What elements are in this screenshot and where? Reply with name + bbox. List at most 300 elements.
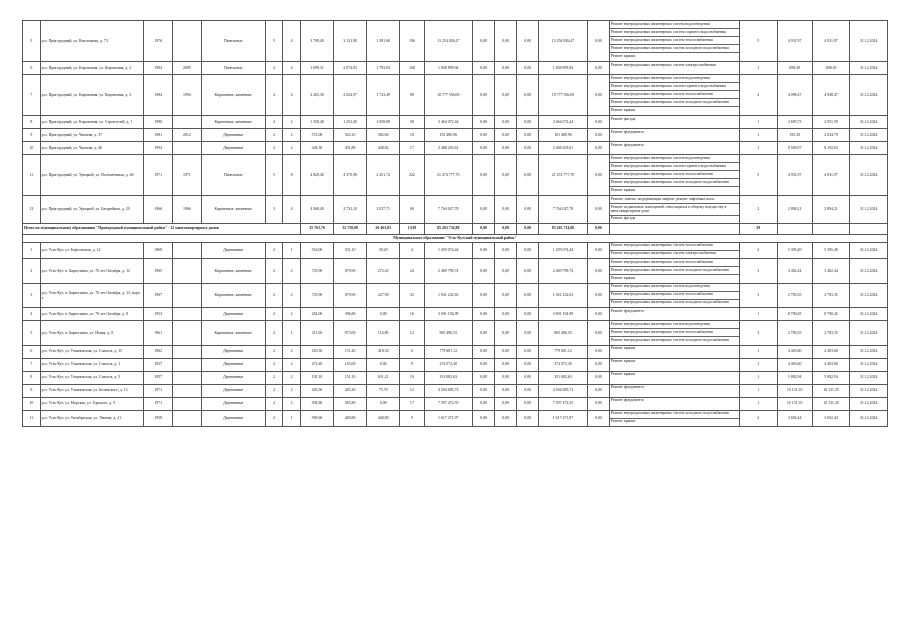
cell-u1: 8 790,45: [777, 308, 812, 321]
table-row: [23, 142, 888, 155]
cell-area: 516,00: [300, 242, 333, 258]
cell-en: 2: [283, 371, 301, 384]
cell-n: 10: [23, 397, 41, 410]
cell-cnt: 1: [740, 345, 778, 358]
total-cost: 85 263 734,88: [424, 223, 473, 234]
cell-ff: 0,00: [587, 155, 609, 196]
cell-f1: 0,00: [473, 321, 495, 346]
cell-date: 31.12.2024: [850, 283, 888, 308]
cell-date: 31.12.2024: [850, 242, 888, 258]
cell-a1: 2 074,92: [334, 62, 367, 75]
work-item: Ремонт внутридомовых инженерных систем холодного водоснабжения: [610, 45, 739, 53]
cell-cnt: 1: [740, 129, 778, 142]
cell-f1: 0,00: [473, 196, 495, 224]
total-area: 35 763,76: [300, 223, 333, 234]
works-cell: [609, 75, 739, 116]
cell-n: 8: [23, 116, 41, 129]
cell-f1: 0,00: [473, 345, 495, 358]
cell-u2: 4 403,60: [812, 358, 850, 371]
table-row: [23, 259, 888, 284]
cell-f3: 0,00: [517, 196, 539, 224]
table-row: [23, 129, 888, 142]
cell-f1: 0,00: [473, 283, 495, 308]
cell-u2: 2 783,35: [812, 321, 850, 346]
work-item: Ремонт крыши: [610, 187, 636, 192]
cell-n: 7: [23, 358, 41, 371]
cell-n: 4: [23, 308, 41, 321]
cell-a2: 1 058,08: [367, 116, 400, 129]
cell-u2: 2 894,21: [812, 196, 850, 224]
cell-wall: Деревянные: [201, 397, 265, 410]
cell-f1: 0,00: [473, 75, 495, 116]
cell-date: 31.12.2024: [850, 116, 888, 129]
cell-a1: 145,00: [334, 358, 367, 371]
cell-repair: 1994: [173, 75, 202, 116]
cell-en: 4: [283, 75, 301, 116]
cell-en: 4: [283, 21, 301, 62]
cell-f1: 0,00: [473, 155, 495, 196]
cell-own: 181 480,96: [539, 129, 588, 142]
cell-u2: 3 402,44: [812, 259, 850, 284]
cell-own: 1 941 232,63: [539, 283, 588, 308]
cell-year: 1984: [144, 62, 173, 75]
work-item: Ремонт внутридомовых инженерных систем горячего водоснабжения: [610, 83, 739, 91]
cell-u1: 2 783,35: [777, 321, 812, 346]
cell-u1: 5 882,94: [777, 371, 812, 384]
works-cell: [609, 308, 739, 321]
cell-cnt: 1: [740, 371, 778, 384]
cell-n: 11: [23, 410, 41, 426]
cell-f2: 0,00: [495, 410, 517, 426]
cell-own: 1 459 074,44: [539, 242, 588, 258]
cell-ff: 0,00: [587, 62, 609, 75]
cell-a2: 0,00: [367, 308, 400, 321]
cell-u1: 3 402,44: [777, 259, 812, 284]
cell-cnt: 1: [740, 397, 778, 410]
cell-a2: 382,60: [367, 129, 400, 142]
cell-cost: 1 459 074,44: [424, 242, 473, 258]
cell-n: 12: [23, 196, 41, 224]
cell-wall: Кирпичные, каменные: [201, 196, 265, 224]
cell-n: 3: [23, 283, 41, 308]
cell-area: 445,50: [300, 384, 333, 397]
works-cell: [609, 283, 739, 308]
cell-res: 196: [400, 21, 424, 62]
cell-en: 2: [283, 384, 301, 397]
cell-u1: 3 692,44: [777, 410, 812, 426]
work-item: Ремонт внутридомовых инженерных систем теплоснабжения: [610, 171, 739, 179]
cell-year: 1957: [144, 371, 173, 384]
cell-f2: 0,00: [495, 371, 517, 384]
cell-res: 12: [400, 321, 424, 346]
cell-cost: 13 254 826,47: [424, 21, 473, 62]
cell-res: 10: [400, 371, 424, 384]
cell-date: 31.12.2024: [850, 358, 888, 371]
cell-cost: 1 838 899,94: [424, 62, 473, 75]
cell-u2: 4 403,60: [812, 345, 850, 358]
total-own: 85 263 734,88: [539, 223, 588, 234]
cell-year: 1961: [144, 321, 173, 346]
cell-year: 1971: [144, 397, 173, 410]
cell-addr: р.п. Усть-Кут, ул. Ульяновская, ул. Белинского, д. 13: [40, 384, 144, 397]
cell-date: 31.12.2024: [850, 21, 888, 62]
cell-en: 2: [283, 358, 301, 371]
cell-ff: 0,00: [587, 358, 609, 371]
cell-cost: 1 617 471,97: [424, 410, 473, 426]
cell-fl: 4: [265, 116, 283, 129]
works-cell: [609, 129, 739, 142]
cell-f3: 0,00: [517, 62, 539, 75]
cell-own: 4 504 685,73: [539, 384, 588, 397]
cell-en: 1: [283, 242, 301, 258]
work-item: Ремонт внутридомовых инженерных систем электроснабжения: [610, 62, 716, 67]
cell-f1: 0,00: [473, 259, 495, 284]
cell-wall: Деревянные: [201, 242, 265, 258]
work-item: Ремонт внутридомовых инженерных систем теплоснабжения: [610, 259, 739, 267]
cell-addr: р.п. Пригородный, ул. Кирпичная, ул. Кирпичная, д. 2: [40, 62, 144, 75]
cell-en: 2: [283, 259, 301, 284]
cell-cost: 3 464 072,44: [424, 116, 473, 129]
cell-ff: 0,00: [587, 116, 609, 129]
cell-repair: [173, 259, 202, 284]
cell-date: 31.12.2024: [850, 371, 888, 384]
cell-ff: 0,00: [587, 397, 609, 410]
cell-cnt: 5: [740, 21, 778, 62]
work-item: Ремонт фасада: [610, 216, 636, 221]
cell-u1: 10 131,35: [777, 384, 812, 397]
cell-cnt: 3: [740, 321, 778, 346]
cell-f3: 0,00: [517, 410, 539, 426]
cell-addr: р.п. Пригородный, ул. Урицкий, ул. Батарейная, д. 29: [40, 196, 144, 224]
cell-u1: 10 131,35: [777, 397, 812, 410]
cell-date: 31.12.2024: [850, 397, 888, 410]
work-item: Ремонт внутридомовых инженерных систем холодного водоснабжения: [610, 99, 739, 107]
cell-en: 2: [283, 116, 301, 129]
cell-addr: р.п. Усть-Кут, ул. Ульяновская, ул. Совхоза, д. 1: [40, 358, 144, 371]
cell-own: 13 254 826,47: [539, 21, 588, 62]
cell-n: 11: [23, 155, 41, 196]
cell-repair: 1971: [173, 155, 202, 196]
cell-u2: 5 395,49: [812, 242, 850, 258]
cell-area: 725,90: [300, 283, 333, 308]
work-item: Ремонт крыши: [610, 275, 636, 280]
cell-wall: Деревянные: [201, 345, 265, 358]
cell-wall: Кирпичные, каменные: [201, 116, 265, 129]
cell-own: 21 474 777,70: [539, 155, 588, 196]
cell-u1: 4 931,97: [777, 21, 812, 62]
works-cell: [609, 371, 739, 384]
cell-fl: 2: [265, 242, 283, 258]
cell-own: 7 764 027,78: [539, 196, 588, 224]
cell-fl: 2: [265, 129, 283, 142]
cell-repair: [173, 358, 202, 371]
cell-en: 2: [283, 397, 301, 410]
cell-f3: 0,00: [517, 129, 539, 142]
cell-addr: р.п. Усть-Кут, п. Бирюсинка, ул. Новая, д. 8: [40, 321, 144, 346]
cell-u1: 4 098,47: [777, 75, 812, 116]
cell-cnt: 1: [740, 384, 778, 397]
cell-fl: 3: [265, 196, 283, 224]
cell-fl: 4: [265, 75, 283, 116]
cell-u1: 5 395,49: [777, 242, 812, 258]
cell-ff: 0,00: [587, 242, 609, 258]
work-item: Ремонт внутридомовых инженерных систем водоотведения: [610, 21, 739, 29]
cell-addr: р.п. Усть-Кут, ул. Ульяновская, ул. Совхоза, д. 15: [40, 345, 144, 358]
cell-n: 5: [23, 21, 41, 62]
cell-res: 17: [400, 397, 424, 410]
cell-fl: 2: [265, 384, 283, 397]
total-ff: 0,00: [587, 223, 609, 234]
cell-fl: 2: [265, 410, 283, 426]
work-item: Ремонт крыши: [610, 372, 636, 377]
cell-own: 3 464 072,44: [539, 116, 588, 129]
cell-date: 31.12.2024: [850, 62, 888, 75]
total-a1: 32 758,00: [334, 223, 367, 234]
table-row: [23, 283, 888, 308]
cell-f3: 0,00: [517, 308, 539, 321]
cell-res: 4: [400, 242, 424, 258]
cell-f2: 0,00: [495, 358, 517, 371]
cell-f1: 0,00: [473, 62, 495, 75]
cell-a2: 272,43: [367, 259, 400, 284]
cell-n: 1: [23, 242, 41, 258]
cell-f1: 0,00: [473, 384, 495, 397]
cell-a2: 114,80: [367, 321, 400, 346]
cell-repair: [173, 410, 202, 426]
cell-en: 2: [283, 345, 301, 358]
table-row: [23, 410, 888, 426]
cell-fl: 2: [265, 397, 283, 410]
work-item: Ремонт внутридомовых инженерных систем теплоснабжения: [610, 292, 739, 300]
cell-fl: 2: [265, 283, 283, 308]
cell-cnt: 1: [740, 142, 778, 155]
work-item: Ремонт внутридомовых инженерных систем водоотведения: [610, 155, 739, 163]
cell-a2: 30,20: [367, 242, 400, 258]
cell-ff: 0,00: [587, 384, 609, 397]
works-cell: [609, 21, 739, 62]
works-cell: [609, 142, 739, 155]
cell-cost: 779 681,12: [424, 345, 473, 358]
cell-area: 2 265,30: [300, 75, 333, 116]
cell-en: 2: [283, 129, 301, 142]
cell-wall: Деревянные: [201, 129, 265, 142]
cell-f2: 0,00: [495, 259, 517, 284]
cell-u2: 10 131,35: [812, 384, 850, 397]
table-row: [23, 155, 888, 196]
cell-area: 418,30: [300, 345, 333, 358]
cell-area: 344,30: [300, 142, 333, 155]
cell-f3: 0,00: [517, 21, 539, 62]
cell-u2: 2 783,35: [812, 283, 850, 308]
cell-f3: 0,00: [517, 321, 539, 346]
cell-repair: [173, 345, 202, 358]
work-item: Ремонт фундамента: [610, 142, 644, 147]
cell-f2: 0,00: [495, 196, 517, 224]
cell-wall: Панельные: [201, 62, 265, 75]
cell-own: 2 468 203,61: [539, 142, 588, 155]
cell-ff: 0,00: [587, 75, 609, 116]
cell-cost: 21 474 777,70: [424, 155, 473, 196]
cell-a2: 448,82: [367, 142, 400, 155]
cell-n: 9: [23, 384, 41, 397]
cell-own: 7 597 472,55: [539, 397, 588, 410]
cell-wall: Деревянные: [201, 410, 265, 426]
cell-date: 31.12.2024: [850, 142, 888, 155]
cell-f2: 0,00: [495, 384, 517, 397]
cell-ff: 0,00: [587, 321, 609, 346]
cell-f1: 0,00: [473, 116, 495, 129]
total-f1: 0,00: [473, 223, 495, 234]
cell-u1: 4 931,97: [777, 155, 812, 196]
work-item: Ремонт крыши: [610, 346, 636, 351]
cell-res: 60: [400, 196, 424, 224]
cell-year: 1953: [144, 308, 173, 321]
cell-year: 1962: [144, 345, 173, 358]
cell-u2: 698,30: [812, 62, 850, 75]
work-item: Ремонт внутридомовых инженерных систем холодного водоснабжения: [610, 267, 739, 275]
cell-cnt: 5: [740, 155, 778, 196]
cell-year: 1980: [144, 116, 173, 129]
cell-addr: р.п. Усть-Кут, п. Бирюсинка, ул. 70 лет Октября, д. 12: [40, 259, 144, 284]
cell-u2: 2 634,79: [812, 129, 850, 142]
cell-f2: 0,00: [495, 129, 517, 142]
cell-f3: 0,00: [517, 259, 539, 284]
cell-a2: 440,80: [367, 410, 400, 426]
cell-cost: 4 504 685,73: [424, 384, 473, 397]
section-row: [23, 234, 888, 242]
cell-wall: Деревянные: [201, 384, 265, 397]
cell-addr: р.п. Пригородный, ул. Кирпичная, ул. Кирпичная, д. 3: [40, 75, 144, 116]
cell-f2: 0,00: [495, 21, 517, 62]
cell-date: 31.12.2024: [850, 321, 888, 346]
cell-area: 454,00: [300, 308, 333, 321]
work-item: Ремонт фундамента: [610, 129, 644, 134]
cell-addr: р.п. Пригородный, ул. Вокзальная, д. 73: [40, 21, 144, 62]
cell-ff: 0,00: [587, 259, 609, 284]
cell-wall: Деревянные: [201, 142, 265, 155]
work-item: Ремонт крыши: [610, 53, 636, 58]
total-f3: 0,00: [517, 223, 539, 234]
table-row: [23, 21, 888, 62]
cell-area: 594,80: [300, 397, 333, 410]
document-page: [22, 20, 888, 427]
cell-f2: 0,00: [495, 155, 517, 196]
cell-year: 1994: [144, 142, 173, 155]
cell-wall: Панельные: [201, 21, 265, 62]
cell-en: 1: [283, 321, 301, 346]
cell-u2: 5 882,94: [812, 371, 850, 384]
cell-a1: 679,90: [334, 259, 367, 284]
cell-f3: 0,00: [517, 116, 539, 129]
cell-year: 1968: [144, 242, 173, 258]
cell-res: 16: [400, 308, 424, 321]
cell-cnt: 1: [740, 308, 778, 321]
cell-cnt: 3: [740, 283, 778, 308]
total-a2: 26 463,83: [367, 223, 400, 234]
work-item: Ремонт подвальных помещений, относящихся к общему имуществу в многоквартирном доме: [610, 204, 739, 216]
cell-wall: Кирпичные, каменные: [201, 321, 265, 346]
works-cell: [609, 358, 739, 371]
cell-fl: 2: [265, 259, 283, 284]
works-cell: [609, 397, 739, 410]
cell-date: 31.12.2024: [850, 196, 888, 224]
cell-addr: р.п. Пригородный, ул. Урицкий, ул. Волочаевская, д. 60: [40, 155, 144, 196]
cell-a1: 1 253,40: [334, 116, 367, 129]
cell-date: 31.12.2024: [850, 410, 888, 426]
cell-fl: 2: [265, 308, 283, 321]
cell-res: 242: [400, 155, 424, 196]
cell-repair: [173, 21, 202, 62]
cell-area: 590,60: [300, 410, 333, 426]
cell-f3: 0,00: [517, 371, 539, 384]
cell-cnt: 2: [740, 196, 778, 224]
cell-f2: 0,00: [495, 142, 517, 155]
cell-fl: 2: [265, 321, 283, 346]
cell-f3: 0,00: [517, 75, 539, 116]
cell-own: 3 691 194,99: [539, 308, 588, 321]
cell-year: 1981: [144, 129, 173, 142]
cell-u1: 8 500,97: [777, 142, 812, 155]
cell-repair: [173, 242, 202, 258]
cell-u1: 195,39: [777, 129, 812, 142]
work-item: Ремонт внутридомовых инженерных систем теплоснабжения: [610, 91, 739, 99]
works-cell: [609, 116, 739, 129]
cell-u1: 2 783,35: [777, 283, 812, 308]
cell-own: 1 617 471,97: [539, 410, 588, 426]
cell-date: 31.12.2024: [850, 384, 888, 397]
cell-cnt: 1: [740, 358, 778, 371]
cell-cost: 351 082,63: [424, 371, 473, 384]
cell-area: 3 709,40: [300, 21, 333, 62]
cell-own: 351 082,63: [539, 371, 588, 384]
cell-area: 191,10: [300, 371, 333, 384]
work-item: Ремонт крыши: [610, 419, 636, 424]
cell-en: 1: [283, 410, 301, 426]
cell-year: 1957: [144, 358, 173, 371]
cell-year: 1958: [144, 410, 173, 426]
cell-cost: 1 941 232,63: [424, 283, 473, 308]
cell-f3: 0,00: [517, 142, 539, 155]
cell-area: 311,00: [300, 321, 333, 346]
work-item: Ремонт крыши: [610, 359, 636, 364]
total-label: Итого по муниципальному образованию "Пригородный муниципальный район" - 12 многоквартирных домов: [23, 223, 301, 234]
cell-res: 9: [400, 358, 424, 371]
cell-f1: 0,00: [473, 142, 495, 155]
cell-f1: 0,00: [473, 358, 495, 371]
cell-f2: 0,00: [495, 283, 517, 308]
work-item: Ремонт внутридомовых инженерных систем холодного водоснабжения: [610, 300, 729, 305]
cell-en: 2: [283, 308, 301, 321]
cell-addr: р.п. Усть-Кут, ул. Березовская, д. 12: [40, 242, 144, 258]
cell-date: 31.12.2024: [850, 155, 888, 196]
cell-f2: 0,00: [495, 308, 517, 321]
work-item: Ремонт внутридомовых инженерных систем горячего водоснабжения: [610, 163, 739, 171]
cell-fl: 2: [265, 345, 283, 358]
cell-f2: 0,00: [495, 397, 517, 410]
cell-own: 779 681,12: [539, 345, 588, 358]
cell-u2: 8 790,45: [812, 308, 850, 321]
cell-addr: р.п. Пригородный, ул. Кирпичная, ул. Строителей, д. 1: [40, 116, 144, 129]
cell-f2: 0,00: [495, 75, 517, 116]
cell-res: 18: [400, 129, 424, 142]
cell-u2: 2 951,59: [812, 116, 850, 129]
cell-wall: Панельные: [201, 155, 265, 196]
work-item: Ремонт внутридомовых инженерных систем водоотведения: [610, 75, 739, 83]
cell-ff: 0,00: [587, 283, 609, 308]
cell-f2: 0,00: [495, 242, 517, 258]
cell-year: 1971: [144, 384, 173, 397]
cell-own: 865 486,55: [539, 321, 588, 346]
